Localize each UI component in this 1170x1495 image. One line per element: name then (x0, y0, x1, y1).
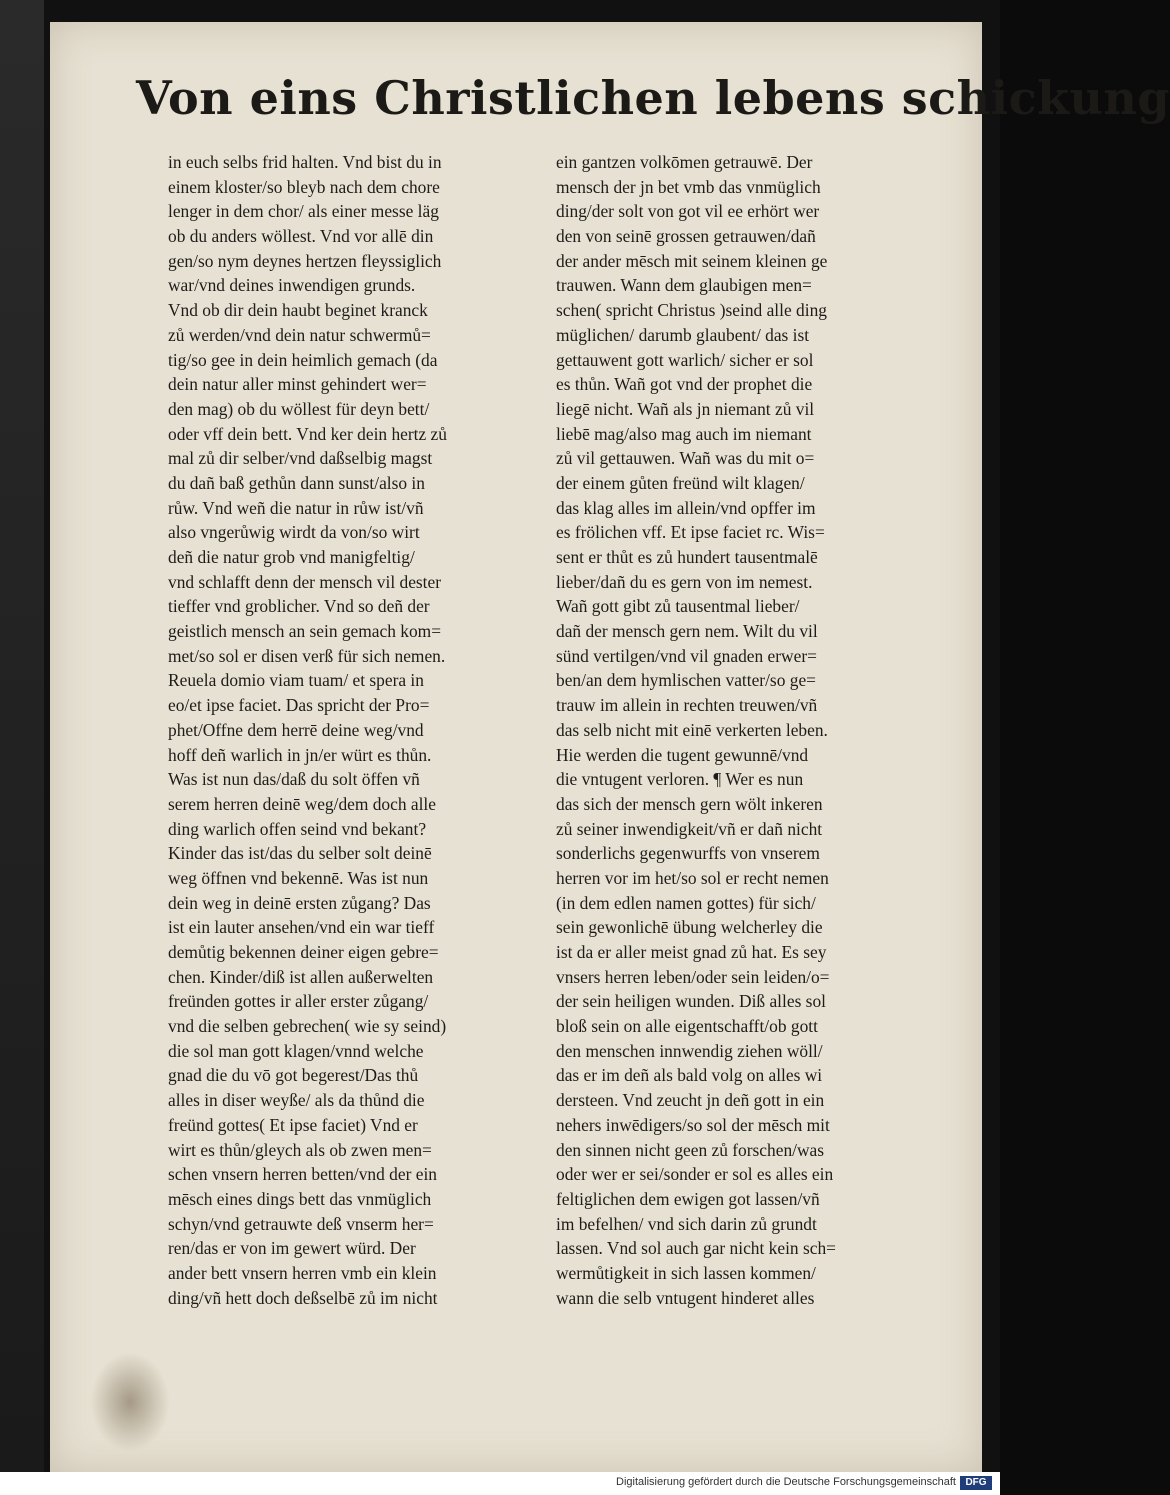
footer-bar (0, 1472, 1000, 1495)
page-heading: Von eins Christlichen lebens schickung (136, 71, 1170, 125)
text-line: den von seinē grossen getrauwen/dañ (556, 226, 816, 247)
text-line: serem herren deinē weg/dem doch alle (168, 793, 436, 814)
text-line: dañ der mensch gern nem. Wilt du vil (556, 621, 818, 642)
text-line: der ander mēsch mit seinem kleinen ge (556, 250, 828, 271)
text-line: oder vff dein bett. Vnd ker dein hertz zů (168, 423, 447, 444)
text-line: liegē nicht. Wañ als jn niemant zů vil (556, 398, 815, 419)
text-line: ein gantzen volkōmen getrauwē. Der (556, 152, 813, 172)
text-line: wann die selb vntugent hinderet alles (556, 1287, 815, 1308)
text-line: feltiglichen dem ewigen got lassen/vñ (556, 1188, 820, 1209)
text-line: dein natur aller minst gehindert wer= (168, 374, 427, 395)
text-line: gnad die du vō got begerest/Das thů (168, 1065, 419, 1086)
text-line: es frölichen vff. Et ipse faciet rc. Wis= (556, 522, 825, 543)
text-line: ding warlich offen seind vnd bekant? (168, 818, 427, 839)
text-line: ander bett vnsern herren vmb ein klein (168, 1262, 437, 1283)
text-line: schyn/vnd getrauwte deß vnserm her= (168, 1213, 434, 1234)
text-line: der einem gůten freünd wilt klagen/ (556, 472, 805, 493)
text-line: ding/vñ hett doch deßselbē zů im nicht (168, 1287, 438, 1308)
text-line: Vnd ob dir dein haubt beginet kranck (168, 300, 428, 321)
text-column-right (556, 150, 932, 1310)
text-line: (in dem edlen namen gottes) für sich/ (556, 892, 816, 913)
text-line: hoff deñ warlich in jn/er würt es thůn. (168, 744, 432, 765)
text-line: ding/der solt von got vil ee erhört wer (556, 201, 820, 222)
text-line: den sinnen nicht geen zů forschen/was (556, 1139, 825, 1160)
text-line: das er im deñ als bald volg on alles wi (556, 1065, 823, 1086)
text-line: du dañ baß gethůn dann sunst/also in (168, 472, 425, 493)
text-line: Reuela domio viam tuam/ et spera in (168, 670, 424, 691)
text-line: vnsers herren leben/oder sein leiden/o= (556, 966, 830, 987)
text-line: ist ein lauter ansehen/vnd ein war tieff (168, 917, 435, 938)
text-line: Hie werden die tugent gewunnē/vnd (556, 744, 809, 765)
text-line: der sein heiligen wunden. Diß alles sol (556, 991, 826, 1012)
text-line: wermůtigkeit in sich lassen kommen/ (556, 1262, 816, 1283)
text-line: sünd vertilgen/vnd vil gnaden erwer= (556, 645, 817, 666)
text-line: schen vnsern herren betten/vnd der ein (168, 1164, 437, 1185)
text-line: also vngerůwig wirdt da von/so wirt (168, 522, 420, 543)
paper-stain (90, 1352, 170, 1452)
text-line: liebē mag/also mag auch im niemant (556, 423, 812, 444)
text-line: růw. Vnd weñ die natur in růw ist/vñ (168, 497, 424, 518)
text-line: ben/an dem hymlischen vatter/so ge= (556, 670, 816, 691)
text-line: einem kloster/so bleyb nach dem chore (168, 176, 440, 197)
text-line: das selb nicht mit einē verkerten leben. (556, 719, 828, 740)
text-line: das klag alles im allein/vnd opffer im (556, 497, 816, 518)
text-line: lenger in dem chor/ als einer messe läg (168, 201, 439, 222)
text-line: trauw im allein in rechten treuwen/vñ (556, 695, 818, 716)
text-line: vnd die selben gebrechen( wie sy seind) (168, 1016, 447, 1037)
text-column-left (168, 150, 544, 1310)
text-line: es thůn. Wañ got vnd der prophet die (556, 374, 813, 395)
text-line: mensch der jn bet vmb das vnmüglich (556, 176, 821, 197)
text-line: trauwen. Wann dem glaubigen men= (556, 275, 812, 296)
text-line: in euch selbs frid halten. Vnd bist du in (168, 152, 442, 172)
text-line: den mag) ob du wöllest für deyn bett/ (168, 398, 430, 419)
text-line: eo/et ipse faciet. Das spricht der Pro= (168, 695, 430, 716)
text-line: dersteen. Vnd zeucht jn deñ gott in ein (556, 1090, 825, 1111)
text-line: demůtig bekennen deiner eigen gebre= (168, 942, 439, 962)
text-line: met/so sol er disen verß für sich nemen. (168, 645, 446, 666)
text-line: lassen. Vnd sol auch gar nicht kein sch= (556, 1238, 836, 1259)
text-line: dein weg in deinē ersten zůgang? Das (168, 892, 431, 913)
text-line: bloß sein on alle eigentschafft/ob gott (556, 1016, 818, 1037)
text-line: ob du anders wöllest. Vnd vor allē din (168, 226, 434, 247)
text-line: mal zů dir selber/vnd daßselbig magst (168, 448, 433, 469)
text-line: zů werden/vnd dein natur schwermů= (168, 324, 431, 345)
text-line: das sich der mensch gern wölt inkeren (556, 793, 823, 814)
text-line: weg öffnen vnd bekennē. Was ist nun (168, 867, 429, 888)
text-line: gen/so nym deynes hertzen fleyssiglich (168, 250, 442, 271)
text-line: sent er thůt es zů hundert tausentmalē (556, 547, 818, 567)
text-line: im befelhen/ vnd sich darin zů grundt (556, 1213, 817, 1234)
text-line: wirt es thůn/gleych als ob zwen men= (168, 1139, 432, 1160)
text-line: freünd gottes( Et ipse faciet) Vnd er (168, 1114, 418, 1135)
text-line: gettauwent gott warlich/ sicher er sol (556, 349, 814, 370)
scan-border (0, 0, 44, 1472)
text-line: zů seiner inwendigkeit/vñ er dañ nicht (556, 818, 823, 839)
text-line: phet/Offne dem herrē deine weg/vnd (168, 719, 424, 740)
text-line: sein gewonlichē übung welcherley die (556, 917, 823, 938)
text-line: nehers inwēdigers/so sol der mēsch mit (556, 1114, 830, 1135)
text-line: chen. Kinder/diß ist allen außerwelten (168, 966, 434, 987)
text-line: vnd schlafft denn der mensch vil dester (168, 571, 442, 592)
text-line: sonderlichs gegenwurffs von vnserem (556, 843, 820, 864)
text-line: die vntugent verloren. ¶ Wer es nun (556, 769, 804, 790)
text-line: tig/so gee in dein heimlich gemach (da (168, 349, 438, 370)
text-line: zů vil gettauwen. Wañ was du mit o= (556, 448, 815, 469)
text-line: war/vnd deines inwendigen grunds. (168, 275, 416, 296)
funding-notice: Digitalisierung gefördert durch die Deutsche Forschungsgemeinschaft (616, 1476, 956, 1488)
text-line: Kinder das ist/das du selber solt deinē (168, 843, 432, 864)
text-line: den menschen innwendig ziehen wöll/ (556, 1040, 823, 1061)
text-line: deñ die natur grob vnd manigfeltig/ (168, 547, 415, 567)
text-line: alles in diser weyße/ als da thůnd die (168, 1090, 425, 1111)
text-line: schen( spricht Christus )seind alle ding (556, 300, 827, 321)
text-line: Wañ gott gibt zů tausentmal lieber/ (556, 596, 800, 617)
text-line: mēsch eines dings bett das vnmüglich (168, 1188, 432, 1209)
text-line: ist da er aller meist gnad zů hat. Es sey (556, 942, 827, 962)
dfg-logo: DFG (960, 1476, 992, 1490)
text-line: lieber/dañ du es gern von im nemest. (556, 571, 813, 592)
text-line: tieffer vnd groblicher. Vnd so deñ der (168, 596, 430, 617)
text-line: geistlich mensch an sein gemach kom= (168, 621, 442, 642)
text-line: herren vor im het/so sol er recht nemen (556, 867, 829, 888)
text-line: ren/das er von im gewert würd. Der (168, 1238, 416, 1259)
text-line: oder wer er sei/sonder er sol es alles ein (556, 1164, 834, 1185)
text-line: freünden gottes ir aller erster zůgang/ (168, 991, 429, 1012)
text-line: die sol man gott klagen/vnnd welche (168, 1040, 424, 1061)
text-line: Was ist nun das/daß du solt öffen vñ (168, 769, 420, 790)
text-line: müglichen/ darumb glaubent/ das ist (556, 324, 810, 345)
